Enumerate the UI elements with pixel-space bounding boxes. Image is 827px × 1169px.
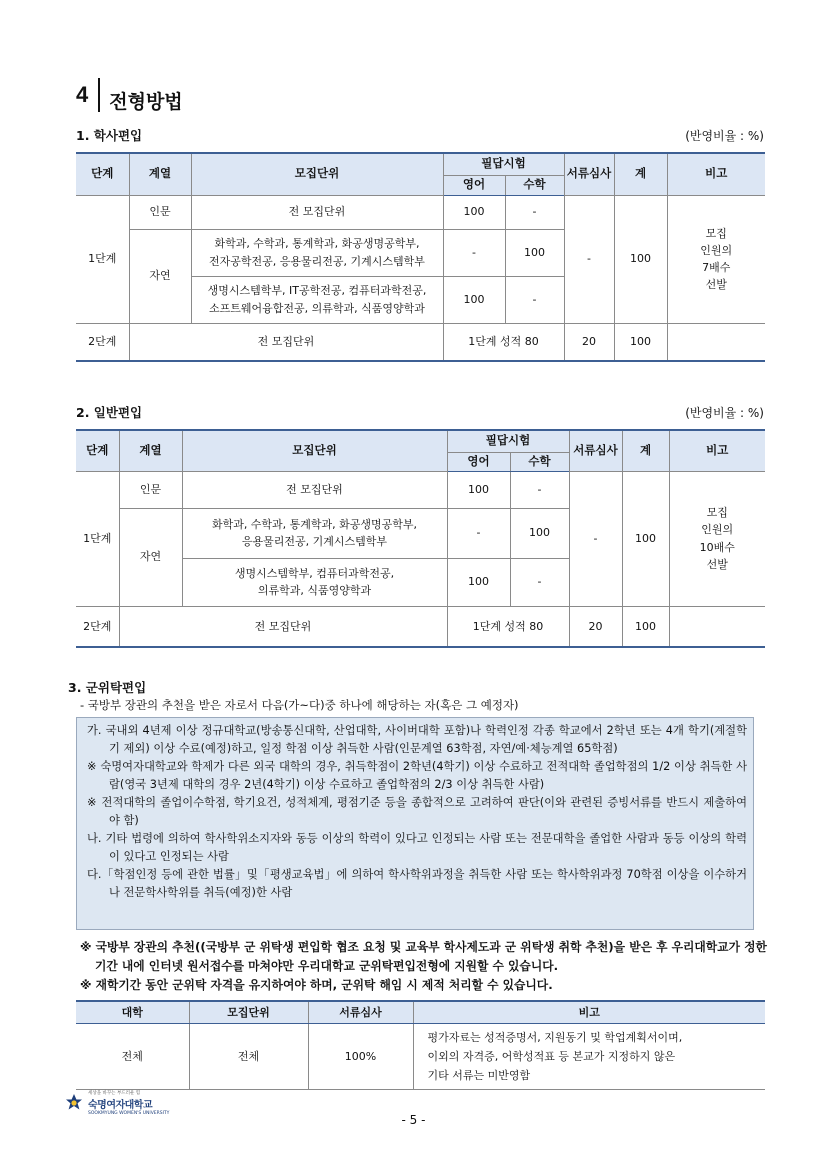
section3-table bbox=[76, 1000, 765, 1090]
header-exam: 필답시험 bbox=[443, 153, 564, 175]
stage-cell: 1단계 bbox=[76, 471, 119, 606]
remark-cell: 모집 인원의 10배수 선발 bbox=[669, 471, 765, 606]
university-cell: 전체 bbox=[76, 1023, 189, 1089]
header-exam: 필답시험 bbox=[447, 430, 569, 452]
university-emblem-icon bbox=[64, 1093, 84, 1113]
english-cell: 100 bbox=[447, 558, 510, 606]
field-cell: 인문 bbox=[119, 471, 182, 508]
remark-cell bbox=[669, 606, 765, 647]
page-number: - 5 - bbox=[401, 1113, 426, 1127]
unit-cell: 전 모집단위 bbox=[119, 606, 447, 647]
total-cell: 100 bbox=[614, 323, 667, 361]
header-remark: 비고 bbox=[413, 1001, 765, 1023]
unit-cell: 전 모집단위 bbox=[182, 471, 447, 508]
header-stage: 단계 bbox=[76, 430, 119, 471]
unit-cell: 전체 bbox=[189, 1023, 308, 1089]
header-remark: 비고 bbox=[669, 430, 765, 471]
unit-cell: 생명시스템학부, 컴퓨터과학전공, 의류학과, 식품영양학과 bbox=[182, 558, 447, 606]
header-unit: 모집단위 bbox=[182, 430, 447, 471]
eligibility-item: 나. 기타 법령에 의하여 학사학위소지자와 동등 이상의 학력이 있다고 인정되는 사람 또는 전문대학을 졸업한 사람과 동등 이상의 학력이 있다고 인정되는 사람 bbox=[87, 832, 747, 863]
section3-title: 3. 군위탁편입 bbox=[68, 680, 147, 695]
section3-intro: - 국방부 장관의 추천을 받은 자로서 다음(가~다)중 하나에 해당하는 자(혹은 그 예정자) bbox=[80, 698, 519, 712]
header-remark: 비고 bbox=[667, 153, 765, 195]
header-unit: 모집단위 bbox=[189, 1001, 308, 1023]
header-docs: 서류심사 bbox=[308, 1001, 413, 1023]
header-field: 계열 bbox=[119, 430, 182, 471]
header-total: 계 bbox=[622, 430, 669, 471]
header-stage: 단계 bbox=[76, 153, 129, 195]
logo-name: 숙명여자대학교 bbox=[88, 1100, 153, 1111]
note-item: ※ 재학기간 동안 군위탁 자격을 유지하여야 하며, 군위탁 해임 시 제적 처리할 수 있습니다. bbox=[80, 978, 553, 992]
math-cell: 100 bbox=[510, 508, 569, 558]
section1-heading bbox=[76, 126, 764, 144]
section2-title: 2. 일반편입 bbox=[76, 405, 143, 420]
english-cell: 100 bbox=[447, 471, 510, 508]
eligibility-item: 다.「학점인정 등에 관한 법률」및「평생교육법」에 의하여 학사학위과정을 취득한 사람 또는 학사학위과정 70학점 이상을 이수하거나 전문학사학위를 취득(예정)한 사람 bbox=[87, 868, 747, 899]
stage-cell: 2단계 bbox=[76, 323, 129, 361]
header-math: 수학 bbox=[505, 175, 564, 195]
field-cell: 자연 bbox=[129, 229, 191, 323]
unit-cell: 전 모집단위 bbox=[191, 195, 443, 229]
header-field: 계열 bbox=[129, 153, 191, 195]
header-docs: 서류심사 bbox=[569, 430, 622, 471]
stage-cell: 1단계 bbox=[76, 195, 129, 323]
eligibility-box bbox=[76, 717, 754, 930]
logo-slogan: 세상을 바꾸는 부드러운 힘 bbox=[88, 1091, 141, 1096]
english-cell: - bbox=[443, 229, 505, 276]
chapter-number: 4 bbox=[76, 82, 89, 107]
eligibility-item: ※ 숙명여자대학교와 학제가 다른 외국 대학의 경우, 취득학점이 2학년(4학기) 이상 수료하고 전적대학 졸업학점의 1/2 이상 취득한 사람(영국 3년제 대학의 경우 2년(4학기) 이상 수료하고 졸업학점의 2/3 이상 취득한 사람) bbox=[87, 760, 747, 791]
total-cell: 100 bbox=[622, 606, 669, 647]
header-docs: 서류심사 bbox=[564, 153, 614, 195]
total-cell: 100 bbox=[614, 195, 667, 323]
docs-cell: 20 bbox=[569, 606, 622, 647]
exam-cell: 1단계 성적 80 bbox=[447, 606, 569, 647]
header-math: 수학 bbox=[510, 452, 569, 471]
remark-cell: 모집 인원의 7배수 선발 bbox=[667, 195, 765, 323]
section1-ratio: (반영비율 : %) bbox=[685, 128, 764, 143]
section1-table bbox=[76, 152, 765, 362]
total-cell: 100 bbox=[622, 471, 669, 606]
eligibility-item: ※ 전적대학의 졸업이수학점, 학기요건, 성적체계, 평점기준 등을 종합적으로 고려하여 판단(이와 관련된 증빙서류를 반드시 제출하여야 함) bbox=[87, 796, 747, 827]
header-university: 대학 bbox=[76, 1001, 189, 1023]
exam-cell: 1단계 성적 80 bbox=[443, 323, 564, 361]
logo-english-name: SOOKMYUNG WOMEN'S UNIVERSITY bbox=[88, 1111, 170, 1116]
unit-cell: 화학과, 수학과, 통계학과, 화공생명공학부, 전자공학전공, 응용물리전공, 기계시스템학부 bbox=[191, 229, 443, 276]
docs-cell: 20 bbox=[564, 323, 614, 361]
header-unit: 모집단위 bbox=[191, 153, 443, 195]
note-item: ※ 국방부 장관의 추천((국방부 군 위탁생 편입학 협조 요청 및 교육부 학사제도과 군 위탁생 취학 추천)을 받은 후 우리대학교가 정한 기간 내에 인터넷 원서접수를 마쳐야만 우리대학교 군위탁편입전형에 지원할 수 있습니다. bbox=[80, 940, 767, 973]
math-cell: - bbox=[505, 276, 564, 323]
field-cell: 자연 bbox=[119, 508, 182, 606]
math-cell: 100 bbox=[505, 229, 564, 276]
chapter-divider bbox=[98, 78, 100, 112]
header-english: 영어 bbox=[443, 175, 505, 195]
header-english: 영어 bbox=[447, 452, 510, 471]
section2-ratio: (반영비율 : %) bbox=[685, 405, 764, 420]
math-cell: - bbox=[510, 471, 569, 508]
chapter-heading bbox=[76, 78, 183, 112]
section1-title: 1. 학사편입 bbox=[76, 128, 143, 143]
chapter-title: 전형방법 bbox=[109, 90, 183, 113]
stage-cell: 2단계 bbox=[76, 606, 119, 647]
unit-cell: 화학과, 수학과, 통계학과, 화공생명공학부, 응용물리전공, 기계시스템학부 bbox=[182, 508, 447, 558]
remark-cell: 평가자료는 성적증명서, 지원동기 및 학업계획서이며, 이외의 자격증, 어학성적표 등 본교가 지정하지 않은 기타 서류는 미반영함 bbox=[413, 1023, 765, 1089]
section2-table bbox=[76, 429, 765, 648]
eligibility-item: 가. 국내외 4년제 이상 정규대학교(방송통신대학, 산업대학, 사이버대학 포함)나 학력인정 각종 학교에서 2학년 또는 4개 학기(계절학기 제외) 이상 수료(예정)하고, 일정 학점 이상 취득한 사람(인문계열 63학점, 자연/예·체능계열 65학점) bbox=[87, 724, 747, 755]
header-total: 계 bbox=[614, 153, 667, 195]
section2-heading bbox=[76, 403, 764, 421]
docs-cell: - bbox=[564, 195, 614, 323]
field-cell: 인문 bbox=[129, 195, 191, 229]
math-cell: - bbox=[510, 558, 569, 606]
math-cell: - bbox=[505, 195, 564, 229]
english-cell: 100 bbox=[443, 195, 505, 229]
section3-notes bbox=[80, 938, 770, 995]
remark-cell bbox=[667, 323, 765, 361]
english-cell: - bbox=[447, 508, 510, 558]
docs-cell: 100% bbox=[308, 1023, 413, 1089]
english-cell: 100 bbox=[443, 276, 505, 323]
unit-cell: 전 모집단위 bbox=[129, 323, 443, 361]
docs-cell: - bbox=[569, 471, 622, 606]
unit-cell: 생명시스템학부, IT공학전공, 컴퓨터과학전공, 소프트웨어융합전공, 의류학과, 식품영양학과 bbox=[191, 276, 443, 323]
